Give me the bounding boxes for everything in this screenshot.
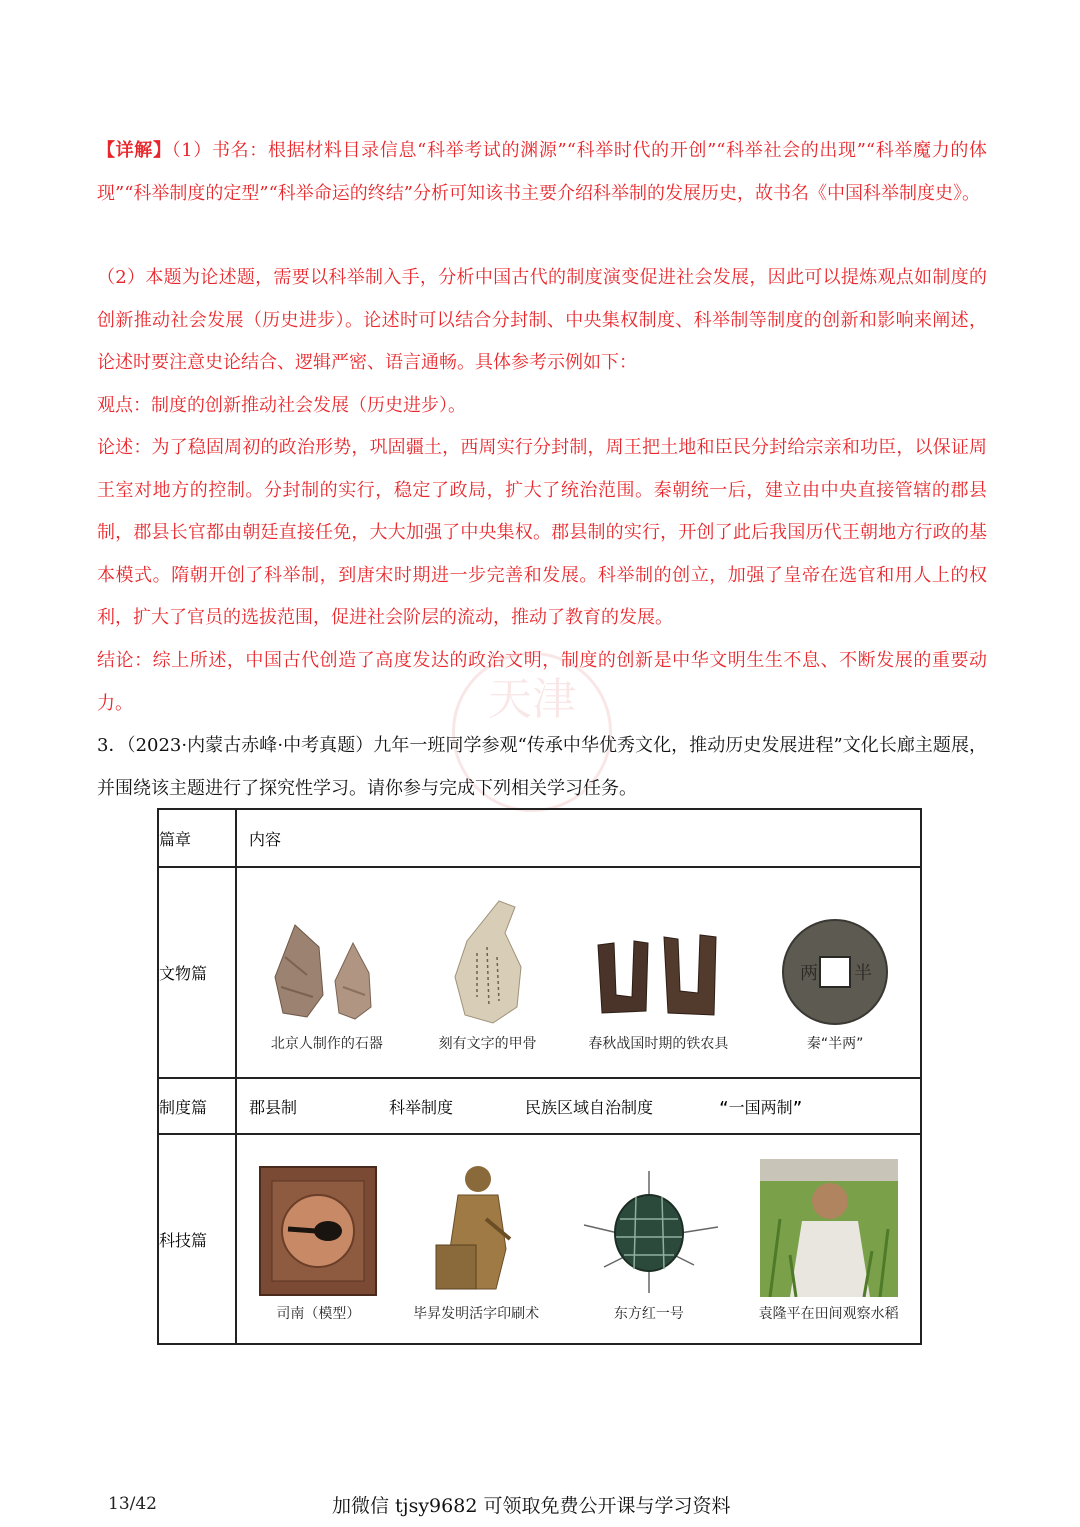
table-row-technology <box>158 1134 921 1344</box>
row-label-systems: 制度篇 <box>158 1078 236 1134</box>
answer-conclusion: 结论：综上所述，中国古代创造了高度发达的政治文明，制度的创新是中华文明生生不息、不断发展的重要动力。 <box>97 650 987 714</box>
header-chapter: 篇章 <box>158 809 236 867</box>
answer-line1: （1）书名：根据材料目录信息“科举考试的渊源”“科举时代的开创”“科举社会的出现”“科举魔力的体现”“科举制度的定型”“科举命运的终结”分析可知该书主要介绍科举制的发展历史，故书名《中国科举制度史》。 <box>97 140 987 204</box>
iron-tools-image <box>588 927 728 1027</box>
footer-ad: 加微信 tjsy9682 可领取免费公开课与学习资料 <box>332 1495 731 1517</box>
watermark-text: 天津 <box>488 674 576 725</box>
technology-cell <box>236 1134 921 1344</box>
answer-part1 <box>97 130 987 215</box>
satellite-image <box>574 1167 724 1297</box>
page-number: 13/42 <box>108 1494 157 1514</box>
row-label-artifacts: 文物篇 <box>158 867 236 1078</box>
compass-image <box>258 1165 378 1297</box>
system-item: 科举制度 <box>389 1097 454 1117</box>
artifact-iron-tools <box>588 927 728 1053</box>
artifact-caption: 北京人制作的石器 <box>270 1035 383 1052</box>
tech-dongfanghong-satellite <box>574 1167 724 1323</box>
artifact-stone-tools <box>267 917 387 1053</box>
systems-cell <box>236 1078 921 1134</box>
tech-compass <box>258 1165 378 1323</box>
detail-tag: 【详解】 <box>97 140 172 161</box>
tech-caption: 毕昇发明活字印刷术 <box>413 1306 540 1322</box>
artifact-caption: 刻有文字的甲骨 <box>438 1035 537 1052</box>
exhibition-table <box>157 808 922 1345</box>
yuan-longping-image <box>760 1159 898 1297</box>
table-header-row <box>158 809 921 867</box>
artifact-caption: 秦“半两” <box>806 1035 864 1052</box>
system-item: 郡县制 <box>249 1097 298 1117</box>
question-3-text: 3．（2023·内蒙古赤峰·中考真题）九年一班同学参观“传承中华优秀文化，推动历史发展进程”文化长廊主题展，并围绕该主题进行了探究性学习。请你参与完成下列相关学习任务。 <box>97 735 987 799</box>
stone-tools-image <box>267 917 387 1027</box>
coin-image <box>780 917 890 1027</box>
coin-char-right: 半 <box>854 962 873 984</box>
bisheng-statue-image <box>426 1159 526 1297</box>
header-content: 内容 <box>236 809 921 867</box>
system-item: “一国两制” <box>719 1097 803 1117</box>
answer-part2-intro: （2）本题为论述题，需要以科举制入手，分析中国古代的制度演变促进社会发展，因此可以提炼观点如制度的创新推动社会发展（历史进步）。论述时可以结合分封制、中央集权制度、科举制等制度的创新和影响来阐述，论述时要注意史论结合、逻辑严密、语言通畅。具体参考示例如下： <box>97 267 987 373</box>
row-label-technology: 科技篇 <box>158 1134 236 1344</box>
coin-char-left: 两 <box>800 962 819 984</box>
artifact-banliang-coin <box>780 917 890 1053</box>
table-row-systems <box>158 1078 921 1134</box>
tech-yuan-longping <box>759 1159 899 1323</box>
oracle-bone-image <box>443 897 533 1027</box>
tech-caption: 袁隆平在田间观察水稻 <box>758 1306 899 1322</box>
system-item: 民族区域自治制度 <box>525 1097 654 1117</box>
answer-argument: 论述：为了稳固周初的政治形势，巩固疆土，西周实行分封制，周王把土地和臣民分封给宗亲和功臣，以保证周王室对地方的控制。分封制的实行，稳定了政局，扩大了统治范围。秦朝统一后，建立由中央直接管辖的郡县制，郡县长官都由朝廷直接任免，大大加强了中央集权。郡县制的实行，开创了此后我国历代王朝地方行政的基本模式。隋朝开创了科举制，到唐宋时期进一步完善和发展。科举制的创立，加强了皇帝在选官和用人上的权利，扩大了官员的选拔范围，促进社会阶层的流动，推动了教育的发展。 <box>97 437 987 628</box>
tech-caption: 司南（模型） <box>276 1306 361 1322</box>
artifact-caption: 春秋战国时期的铁农具 <box>588 1035 729 1052</box>
table-row-artifacts <box>158 867 921 1078</box>
artifacts-cell <box>236 867 921 1078</box>
tech-caption: 东方红一号 <box>613 1306 684 1322</box>
answer-viewpoint: 观点：制度的创新推动社会发展（历史进步）。 <box>97 395 466 416</box>
tech-bisheng-statue <box>413 1159 539 1323</box>
artifact-oracle-bone <box>439 897 537 1053</box>
